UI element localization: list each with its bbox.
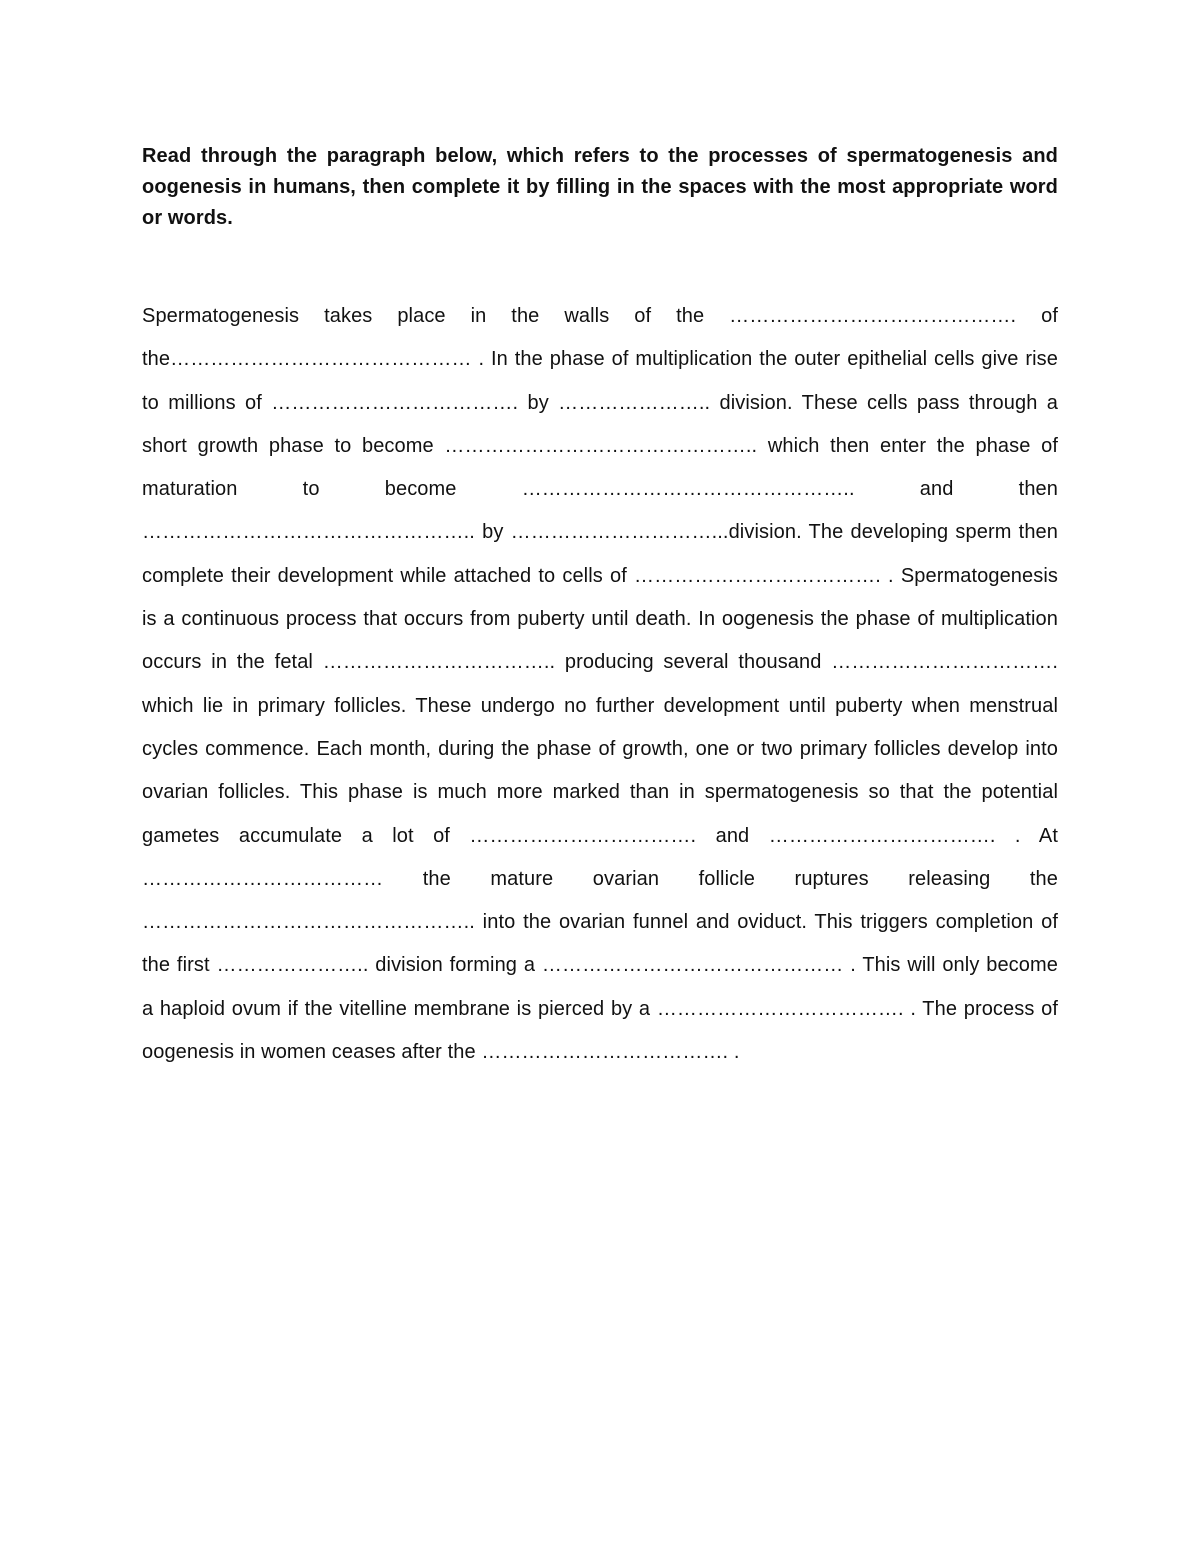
fill-in-passage: Spermatogenesis takes place in the walls of the ……………………………………. of the……………………………………… . In the phase of multiplication the outer epithelial cells give rise to millions of ………………………………. by ………………….. division. These cells pass through a short growth phase to become ……………………………………….. which then enter the phase of maturation to become ………………………………………….. and then ………………………………………….. by …………………………...division. The developing sperm then complete their development while attached to cells of ………………………………. . Spermatogenesis is a continuous process that occurs from puberty until death. In oogenesis the phase of multiplication occurs in the fetal …………………………….. producing several thousand ……………………………. which lie in primary follicles. These undergo no further development until puberty when menstrual cycles commence. Each month, during the phase of growth, one or two primary follicles develop into ovarian follicles. This phase is much more marked than in spermatogenesis so that the potential gametes accumulate a lot of ……………………………. and ……………………………. . At ……………………………… the mature ovarian follicle ruptures releasing the ………………………………………….. into the ovarian funnel and oviduct. This triggers completion of the first ………………….. division forming a ……………………………………… . This will only become a haploid ovum if the vitelline membrane is pierced by a ………………………………. . The process of oogenesis in women ceases after the ………………………………. . (142, 305, 1058, 1064)
instructions-paragraph: Read through the paragraph below, which refers to the processes of spermatogenesis and oogenesis in humans, then complete it by filling in the spaces with the most appropriate word or words. (142, 145, 1058, 229)
